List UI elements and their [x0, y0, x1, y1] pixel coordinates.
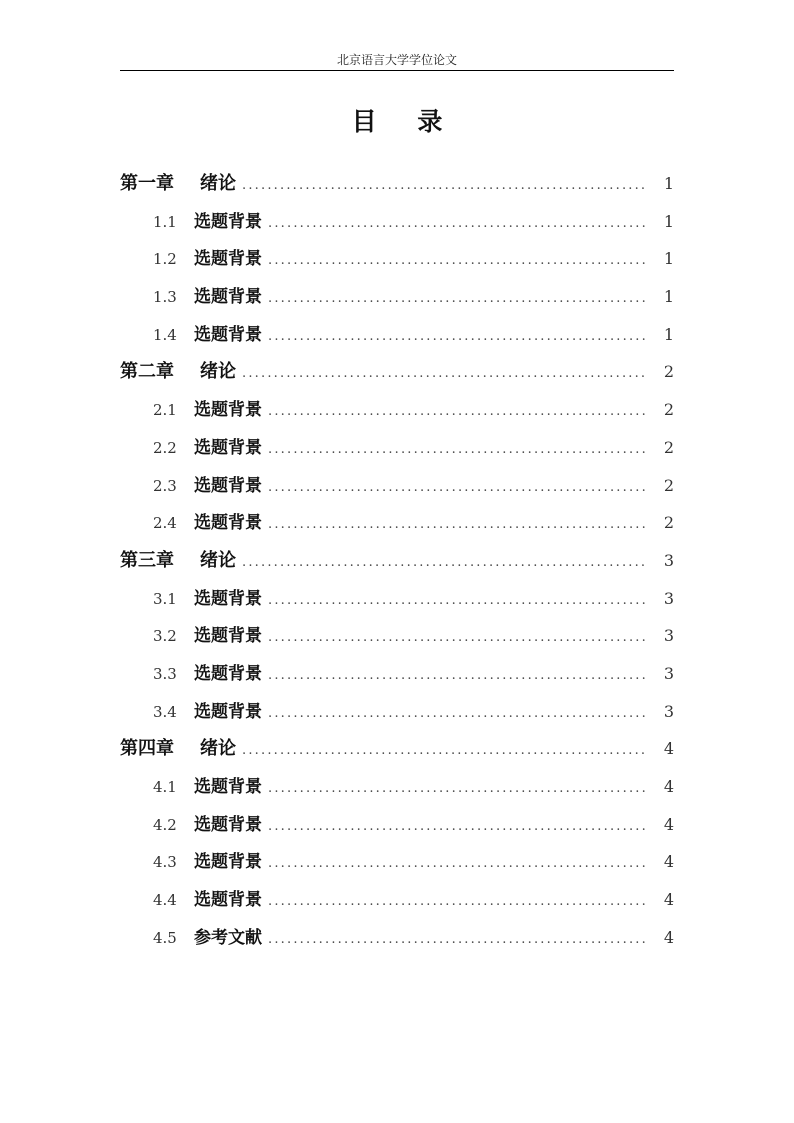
page-number: 3	[663, 626, 674, 646]
section-title: 选题背景	[194, 475, 262, 496]
page-number: 2	[663, 513, 674, 533]
chapter-title: 绪论	[200, 549, 236, 571]
dot-leader	[268, 657, 648, 695]
chapter-title: 绪论	[200, 361, 236, 383]
section-number: 1.1	[153, 212, 177, 231]
page-number: 4	[663, 927, 674, 947]
section-title: 选题背景	[194, 249, 262, 270]
dot-leader	[268, 393, 648, 431]
page-number: 2	[663, 475, 674, 495]
dot-leader	[268, 770, 648, 808]
section-title: 选题背景	[194, 626, 262, 647]
toc-section-entry[interactable]	[120, 655, 674, 693]
dot-leader	[242, 732, 648, 770]
dot-leader	[268, 318, 648, 356]
section-number: 3.1	[153, 589, 177, 608]
section-number: 4.3	[153, 853, 177, 872]
chapter-title: 绪论	[200, 738, 236, 760]
dot-leader	[268, 582, 648, 620]
chapter-heading	[120, 542, 236, 580]
page-number: 1	[663, 211, 674, 231]
section-title: 选题背景	[194, 400, 262, 421]
section-title: 选题背景	[194, 324, 262, 345]
toc-section-entry[interactable]	[120, 504, 674, 542]
section-number: 4.5	[153, 928, 177, 947]
page-number: 4	[663, 852, 674, 872]
chapter-heading	[120, 165, 236, 203]
section-number: 3.2	[153, 627, 177, 646]
toc-section-entry[interactable]	[120, 580, 674, 618]
section-title: 选题背景	[194, 777, 262, 797]
toc-chapter-entry[interactable]	[120, 165, 674, 203]
toc-section-entry[interactable]	[120, 467, 674, 505]
dot-leader	[268, 205, 648, 243]
toc-chapter-entry[interactable]	[120, 542, 674, 580]
section-number: 2.4	[153, 514, 177, 533]
dot-leader	[268, 469, 648, 507]
toc-section-entry[interactable]	[120, 316, 674, 354]
chapter-heading	[120, 730, 236, 768]
toc-section-entry[interactable]	[120, 693, 674, 731]
section-title: 选题背景	[194, 588, 262, 609]
chapter-number: 第一章	[120, 173, 174, 194]
page-number: 2	[663, 437, 674, 457]
dot-leader	[268, 845, 648, 883]
page-number: 1	[663, 287, 674, 307]
page-number: 1	[663, 174, 674, 193]
toc-chapter-entry[interactable]	[120, 730, 674, 768]
section-title: 选题背景	[194, 287, 262, 308]
toc-section-entry[interactable]	[120, 806, 674, 844]
toc-section-entry[interactable]	[120, 843, 674, 881]
dot-leader	[268, 883, 648, 921]
dot-leader	[268, 431, 648, 469]
section-number: 2.2	[153, 438, 177, 457]
section-title: 选题背景	[194, 814, 262, 835]
page-number: 4	[663, 890, 674, 910]
page-number: 3	[663, 701, 674, 721]
page-number: 1	[663, 324, 674, 344]
toc-section-entry[interactable]	[120, 429, 674, 467]
chapter-number: 第四章	[120, 738, 174, 760]
dot-leader	[268, 506, 648, 544]
toc-section-entry[interactable]	[120, 203, 674, 241]
chapter-title: 绪论	[200, 173, 236, 194]
dot-leader	[242, 355, 648, 393]
section-number: 4.4	[153, 891, 177, 910]
page-number: 3	[663, 588, 674, 608]
page-number: 4	[663, 814, 674, 834]
page-number: 2	[663, 400, 674, 420]
chapter-number: 第二章	[120, 361, 174, 383]
header-rule	[120, 70, 674, 71]
table-of-contents	[120, 165, 674, 956]
dot-leader	[268, 280, 648, 318]
running-header: 北京语言大学学位论文	[336, 53, 457, 67]
dot-leader	[268, 808, 648, 846]
section-title: 选题背景	[194, 852, 262, 873]
section-title: 参考文献	[194, 927, 262, 948]
section-number: 2.3	[153, 476, 177, 495]
dot-leader	[268, 921, 648, 959]
toc-section-entry[interactable]	[120, 391, 674, 429]
section-number: 1.3	[153, 288, 177, 307]
section-number: 3.4	[153, 702, 177, 721]
page-number: 3	[663, 663, 674, 683]
chapter-number: 第三章	[120, 549, 174, 571]
dot-leader	[242, 544, 648, 582]
section-title: 选题背景	[194, 701, 262, 722]
dot-leader	[242, 167, 648, 205]
toc-chapter-entry[interactable]	[120, 353, 674, 391]
section-title: 选题背景	[194, 890, 262, 911]
toc-section-entry[interactable]	[120, 768, 674, 806]
chapter-heading	[120, 353, 236, 391]
toc-section-entry[interactable]	[120, 278, 674, 316]
section-title: 选题背景	[194, 211, 262, 232]
dot-leader	[268, 242, 648, 280]
toc-heading: 目 录	[351, 107, 459, 136]
dot-leader	[268, 695, 648, 733]
section-title: 选题背景	[194, 513, 262, 534]
section-number: 4.2	[153, 815, 177, 834]
section-number: 2.1	[153, 401, 177, 420]
page-number: 1	[663, 249, 674, 269]
section-title: 选题背景	[194, 437, 262, 458]
toc-section-entry[interactable]	[120, 919, 674, 957]
toc-section-entry[interactable]	[120, 240, 674, 278]
section-number: 4.1	[153, 778, 177, 796]
page-number: 4	[663, 739, 674, 759]
section-number: 3.3	[153, 664, 177, 683]
section-title: 选题背景	[194, 663, 262, 684]
section-number: 1.2	[153, 250, 177, 269]
page-number: 2	[663, 362, 674, 382]
toc-section-entry[interactable]	[120, 617, 674, 655]
page-number: 4	[663, 777, 674, 796]
section-number: 1.4	[153, 325, 177, 344]
toc-section-entry[interactable]	[120, 881, 674, 919]
dot-leader	[268, 619, 648, 657]
page-number: 3	[663, 550, 674, 570]
